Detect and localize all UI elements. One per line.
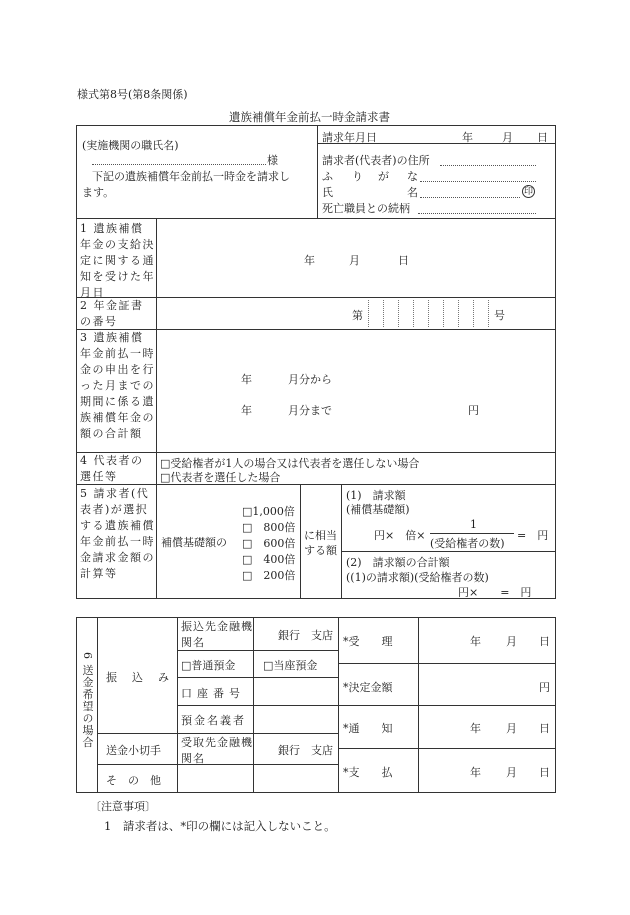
row5-base: 補償基礎額の (161, 536, 227, 549)
notice-year: 年 (470, 722, 481, 735)
calc2-formula: 円× = 円 (458, 586, 532, 599)
recv-bank-label: 受取先金融機関名 (181, 736, 253, 765)
payment-day: 日 (539, 766, 550, 779)
receipt-label: *受 理 (343, 635, 393, 648)
multiplier-1000[interactable]: □1,000倍 (242, 505, 295, 518)
form-number: 様式第8号(第8条関係) (77, 88, 188, 101)
notes-title: 〔注意事項〕 (90, 800, 156, 813)
notice-month: 月 (506, 722, 517, 735)
furikomi-label: 振 込 み (106, 671, 171, 684)
calc1-sub: (補償基礎額) (346, 503, 410, 516)
equiv-1: に相当 (304, 529, 337, 542)
row4-option-2[interactable]: □代表者を選任した場合 (160, 471, 281, 484)
sama-label: 様 (267, 154, 278, 167)
row1-year: 年 (304, 254, 315, 267)
bank-branch-1: 銀行 支店 (278, 629, 333, 642)
multiplier-800[interactable]: □ 800倍 (242, 521, 296, 534)
form-title: 遺族補償年金前払一時金請求書 (229, 110, 390, 124)
row5-label: 5 請求者(代表者)が選択する遺族補償年金前払一時金請求金額の計算等 (80, 487, 155, 580)
row2-go: 号 (494, 309, 505, 322)
furigana-4: な (407, 170, 418, 183)
receipt-year: 年 (470, 635, 481, 648)
notice-day: 日 (539, 722, 550, 735)
row1-month: 月 (349, 254, 360, 267)
request-year: 年 (462, 131, 473, 144)
touza-checkbox[interactable]: □当座預金 (263, 659, 318, 672)
calc2-title: (2) 請求額の合計額 (346, 556, 450, 569)
row3-to: 月分まで (288, 404, 332, 417)
row2-label: 2 年金証書の番号 (80, 299, 144, 328)
notice-label: *通 知 (343, 722, 393, 735)
request-text-1: 下記の遺族補償年金前払一時金を請求し (92, 170, 290, 183)
check-label: 送金小切手 (106, 744, 161, 757)
row2-dai: 第 (352, 309, 363, 322)
row3-yen: 円 (468, 404, 479, 417)
furigana-2: り (352, 170, 363, 183)
bank-branch-2: 銀行 支店 (278, 744, 333, 757)
row3-from: 月分から (288, 373, 332, 386)
equiv-2: する額 (304, 544, 337, 557)
furigana-3: が (378, 170, 389, 183)
futsuu-checkbox[interactable]: □普通預金 (181, 659, 236, 672)
payment-label: *支 払 (343, 766, 393, 779)
address-label: 請求者(代表者)の住所 (322, 154, 430, 167)
request-day: 日 (537, 131, 548, 144)
section6-label: 6 送金希望の場合 (81, 652, 94, 749)
calc1-formula: 円× 倍× (374, 529, 426, 542)
row4-label: 4 代表者の選任等 (80, 454, 144, 483)
calc2-sub: ((1)の請求額)(受給権者の数) (346, 571, 489, 584)
name-label-2: 名 (407, 186, 418, 199)
multiplier-600[interactable]: □ 600倍 (242, 537, 296, 550)
account-name-label: 預金名義者 (181, 714, 246, 727)
calc1-numerator: 1 (470, 518, 477, 531)
furigana-1: ふ (322, 170, 333, 183)
account-no-label: 口座番号 (181, 687, 245, 700)
decision-yen: 円 (539, 681, 550, 694)
row1-label: 1 遺族補償年金の支給決定に関する通知を受けた年月日 (80, 222, 155, 299)
request-month: 月 (502, 131, 513, 144)
request-text-2: ます。 (82, 186, 115, 199)
agency-label: (実施機関の職氏名) (82, 139, 179, 152)
calc1-title: (1) 請求額 (346, 489, 406, 502)
payment-year: 年 (470, 766, 481, 779)
payment-month: 月 (506, 766, 517, 779)
decision-label: *決定金額 (343, 681, 393, 694)
name-label-1: 氏 (322, 186, 333, 199)
row4-option-1[interactable]: □受給権者が1人の場合又は代表者を選任しない場合 (160, 457, 420, 470)
calc1-denominator: (受給権者の数) (430, 537, 505, 550)
row3-year-from: 年 (241, 373, 252, 386)
other-label: そ の 他 (106, 774, 161, 787)
notes-item-1: 1 請求者は、*印の欄には記入しないこと。 (104, 819, 336, 833)
multiplier-400[interactable]: □ 400倍 (242, 553, 296, 566)
relation-label: 死亡職員との続柄 (322, 202, 410, 215)
row3-label: 3 遺族補償年金前払一時金の申出を行った月までの期間に係る遺族補償年金の額の合計額 (80, 331, 155, 440)
seal-icon: 印 (523, 187, 533, 197)
row3-year-to: 年 (241, 404, 252, 417)
receipt-day: 日 (539, 635, 550, 648)
calc1-equals: = 円 (517, 529, 549, 542)
request-date-label: 請求年月日 (322, 131, 377, 144)
bank-dest-label: 振込先金融機関名 (181, 620, 253, 649)
receipt-month: 月 (506, 635, 517, 648)
row1-day: 日 (398, 254, 409, 267)
multiplier-200[interactable]: □ 200倍 (242, 569, 296, 582)
